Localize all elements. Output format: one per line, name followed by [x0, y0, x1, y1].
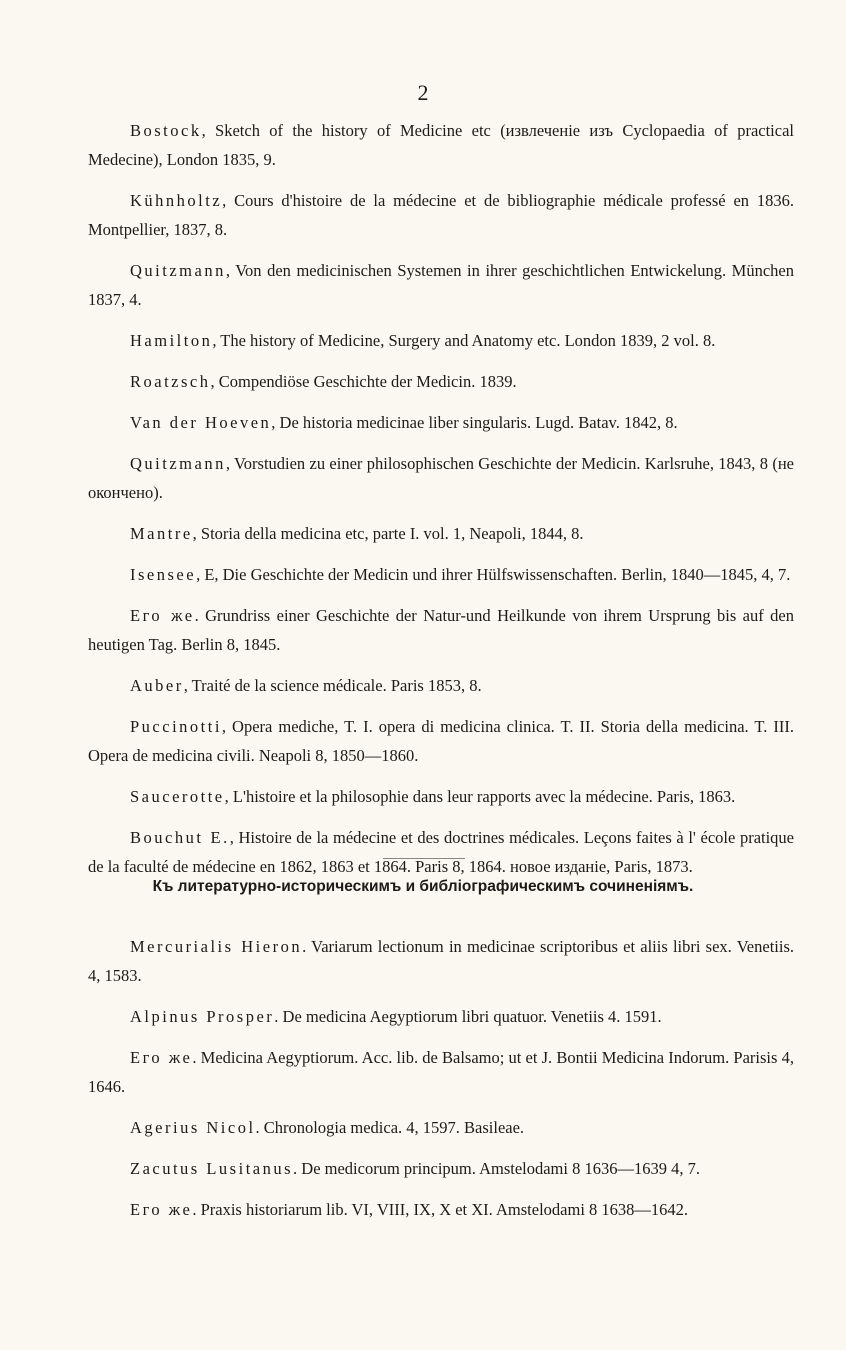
entry-text: , Histoire de la médecine et des doctrines médicales. Leçons faites à l' école pratique de la faculté de médecine en 1862, 1863 et 1864. Paris 8, 1864. новое изданіе, Paris, 1873. [88, 828, 795, 876]
entry-author: Hamilton [130, 331, 213, 350]
entry-author: Bouchut E. [130, 828, 230, 847]
entry-text: . Praxis historiarum lib. VI, VIII, IX, X et XI. Amstelodami 8 1638—1642. [192, 1200, 689, 1219]
entry-text: , Opera mediche, T. I. opera di medicina clinica. T. II. Storia della medicina. T. III. Opera de medicina civili. Neapoli 8, 1850—1860. [88, 717, 794, 765]
bibliography-entry [88, 519, 794, 548]
entry-text: , E, Die Geschichte der Medicin und ihrer Hülfswissenschaften. Berlin, 1840—1845, 4, 7. [196, 565, 791, 584]
bibliography-list-top [88, 116, 794, 893]
bibliography-entry [88, 1154, 794, 1183]
entry-text: . De medicorum principum. Amstelodami 8 1636—1639 4, 7. [293, 1159, 700, 1178]
entry-author: Kühnholtz [130, 191, 223, 210]
bibliography-entry [88, 601, 794, 659]
bibliography-entry [88, 823, 794, 881]
bibliography-entry [88, 671, 794, 700]
entry-author: Puccinotti [130, 717, 222, 736]
entry-text: . Medicina Aegyptiorum. Acc. lib. de Balsamo; ut et J. Bontii Medicina Indorum. Parisis 4, 1646. [88, 1048, 794, 1096]
page-number: 2 [417, 80, 429, 105]
entry-author: Saucerotte [130, 787, 225, 806]
entry-author: Его же [130, 1200, 193, 1219]
bibliography-entry [88, 712, 794, 770]
entry-author: Roatzsch [130, 372, 211, 391]
section-divider [383, 858, 465, 859]
entry-text: , Von den medicinischen Systemen in ihrer geschichtlichen Entwickelung. München 1837, 4. [88, 261, 794, 309]
entry-author: Isensee [130, 565, 197, 584]
entry-text: , De historia medicinae liber singularis. Lugd. Batav. 1842, 8. [271, 413, 678, 432]
entry-text: , The history of Medicine, Surgery and Anatomy etc. London 1839, 2 vol. 8. [212, 331, 716, 350]
entry-text: , L'histoire et la philosophie dans leur rapports avec la médecine. Paris, 1863. [224, 787, 736, 806]
entry-text: . Grundriss einer Geschichte der Natur-und Heilkunde von ihrem Ursprung bis auf den heutigen Tag. Berlin 8, 1845. [88, 606, 794, 654]
entry-text: , Compendiöse Geschichte der Medicin. 1839. [210, 372, 517, 391]
bibliography-entry [88, 782, 794, 811]
bibliography-entry [88, 326, 794, 355]
entry-text: , Storia della medicina etc, parte I. vol. 1, Neapoli, 1844, 8. [192, 524, 584, 543]
entry-author: Van der Hoeven [130, 413, 272, 432]
entry-author: Его же [130, 1048, 193, 1067]
entry-author: Auber [130, 676, 184, 695]
entry-author: Quitzmann [130, 261, 226, 280]
bibliography-entry [88, 560, 794, 589]
entry-author: Mantre [130, 524, 193, 543]
bibliography-entry [88, 367, 794, 396]
entry-author: Alpinus Prosper [130, 1007, 275, 1026]
entry-author: Zacutus Lusitanus [130, 1159, 294, 1178]
bibliography-entry [88, 1043, 794, 1101]
bibliography-entry [88, 449, 794, 507]
section-heading: Къ литературно-историческимъ и библіографическимъ сочиненіямъ. [152, 878, 694, 895]
entry-text: , Traité de la science médicale. Paris 1853, 8. [183, 676, 482, 695]
entry-text: . Chronologia medica. 4, 1597. Basileae. [255, 1118, 525, 1137]
bibliography-entry [88, 1195, 794, 1224]
bibliography-entry [88, 1113, 794, 1142]
entry-text: . Variarum lectionum in medicinae scriptoribus et aliis libri sex. Venetiis. 4, 1583. [88, 937, 795, 985]
bibliography-entry [88, 1002, 794, 1031]
entry-author: Agerius Nicol [130, 1118, 256, 1137]
entry-author: Mercurialis Hieron [130, 937, 303, 956]
bibliography-entry [88, 408, 794, 437]
entry-text: , Vorstudien zu einer philosophischen Geschichte der Medicin. Karlsruhe, 1843, 8 (не окончено). [88, 454, 794, 502]
bibliography-list-bottom [88, 932, 794, 1236]
bibliography-entry [88, 116, 794, 174]
entry-author: Его же [130, 606, 195, 625]
bibliography-entry [88, 186, 794, 244]
bibliography-entry [88, 256, 794, 314]
entry-text: , Sketch of the history of Medicine etc (извлеченіе изъ Cyclopaedia of practical Medecine), London 1835, 9. [88, 121, 794, 169]
bibliography-entry [88, 932, 794, 990]
entry-text: . De medicina Aegyptiorum libri quatuor. Venetiis 4. 1591. [274, 1007, 662, 1026]
entry-author: Bostock [130, 121, 202, 140]
entry-text: , Cours d'histoire de la médecine et de bibliographie médicale professé en 1836. Montpellier, 1837, 8. [88, 191, 794, 239]
entry-author: Quitzmann [130, 454, 226, 473]
